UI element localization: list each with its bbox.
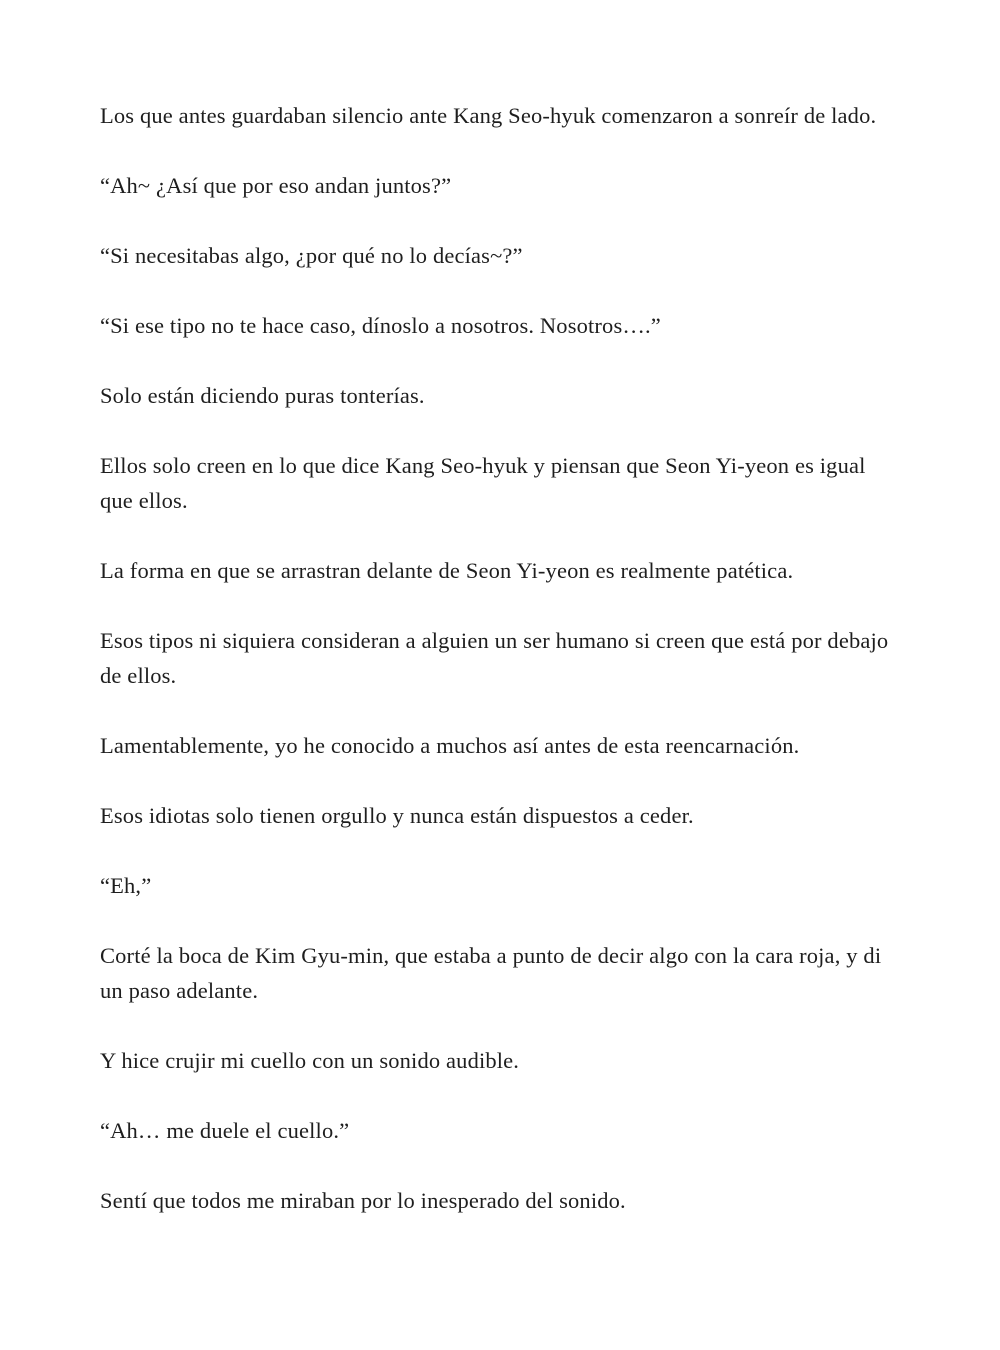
paragraph: “Ah… me duele el cuello.” bbox=[100, 1118, 350, 1143]
paragraph: Esos tipos ni siquiera consideran a alguien un ser humano si creen que está por debajo de ellos. bbox=[100, 628, 889, 688]
paragraph: “Si necesitabas algo, ¿por qué no lo decías~?” bbox=[100, 243, 523, 268]
paragraph: Sentí que todos me miraban por lo inesperado del sonido. bbox=[100, 1188, 626, 1213]
paragraph: Esos idiotas solo tienen orgullo y nunca están dispuestos a ceder. bbox=[100, 803, 694, 828]
paragraph: Y hice crujir mi cuello con un sonido audible. bbox=[100, 1048, 520, 1073]
paragraph: La forma en que se arrastran delante de Seon Yi-yeon es realmente patética. bbox=[100, 558, 794, 583]
paragraph: Los que antes guardaban silencio ante Kang Seo-hyuk comenzaron a sonreír de lado. bbox=[100, 103, 877, 128]
paragraph: Solo están diciendo puras tonterías. bbox=[100, 383, 425, 408]
paragraph: “Si ese tipo no te hace caso, dínoslo a nosotros. Nosotros….” bbox=[100, 313, 661, 338]
paragraph: Ellos solo creen en lo que dice Kang Seo-hyuk y piensan que Seon Yi-yeon es igual que ellos. bbox=[100, 453, 866, 513]
document-page bbox=[100, 98, 890, 1253]
paragraph: “Eh,” bbox=[100, 873, 152, 898]
paragraph: Corté la boca de Kim Gyu-min, que estaba a punto de decir algo con la cara roja, y di un paso adelante. bbox=[100, 943, 882, 1003]
paragraph: Lamentablemente, yo he conocido a muchos así antes de esta reencarnación. bbox=[100, 733, 800, 758]
paragraph: “Ah~ ¿Así que por eso andan juntos?” bbox=[100, 173, 452, 198]
